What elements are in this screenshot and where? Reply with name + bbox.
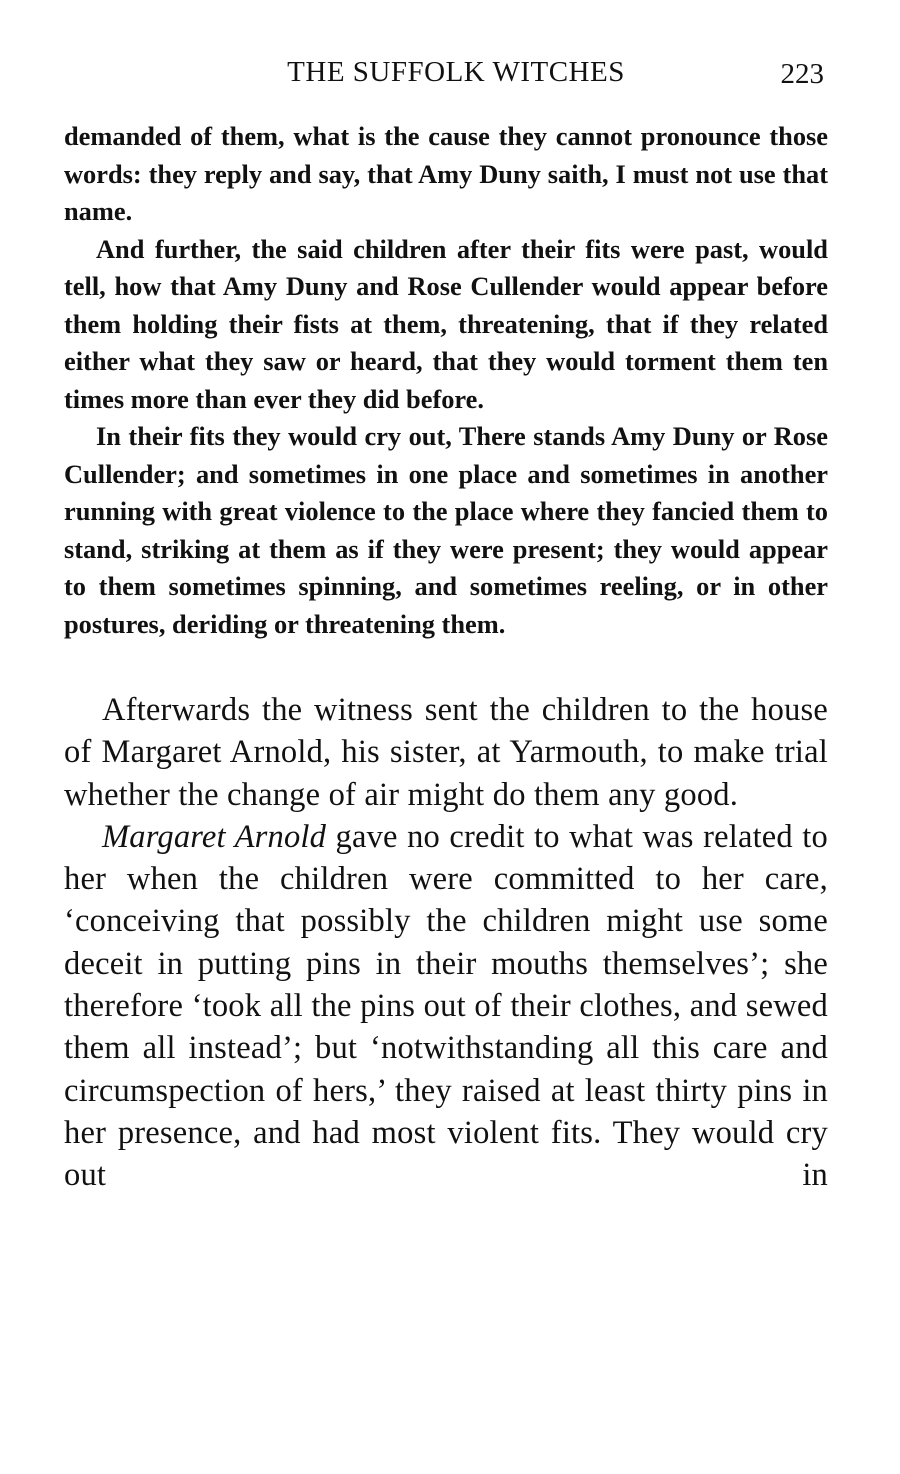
page-number: 223 (780, 58, 824, 90)
italic-name: Margaret Arnold (102, 818, 327, 855)
quoted-paragraph: In their fits they would cry out, There stands Amy Duny or Rose Cullender; and sometimes in one place and sometimes in another running with great violence to the place where they fancied them to stand, striking at them as if they were present; they would appear to them sometimes spinning, and sometimes reeling, or in other postures, deriding or threatening them. (64, 421, 828, 639)
quoted-block (64, 118, 828, 643)
narrative-text (64, 689, 828, 1197)
narrative-paragraph: Afterwards the witness sent the children to the house of Margaret Arnold, his sister, at Yarmouth, to make trial whether the change of air might do them any good. (64, 692, 828, 813)
running-head (64, 50, 828, 96)
quoted-paragraph: demanded of them, what is the cause they cannot pronounce those words: they reply and say, that Amy Duny saith, I must not use that name. (64, 121, 828, 226)
book-page (64, 50, 828, 1197)
narrative-paragraph-text: gave no credit to what was related to her when the children were committed to her care, ‘conceiving that possibly the children might use some deceit in putting pins in their mouths themselves’; she therefore ‘took all the pins out of their clothes, and sewed them all instead’; but ‘notwithstanding all this care and circumspection of hers,’ they raised at least thirty pins in her presence, and had most violent fits. They would cry out in (64, 818, 828, 1194)
quoted-paragraph: And further, the said children after their fits were past, would tell, how that Amy Duny and Rose Cullender would appear before them holding their fists at them, threatening, that if they related either what they saw or heard, that they would torment them ten times more than ever they did before. (64, 233, 828, 414)
running-title: THE SUFFOLK WITCHES (287, 56, 625, 88)
narrative-paragraph (64, 816, 828, 1197)
